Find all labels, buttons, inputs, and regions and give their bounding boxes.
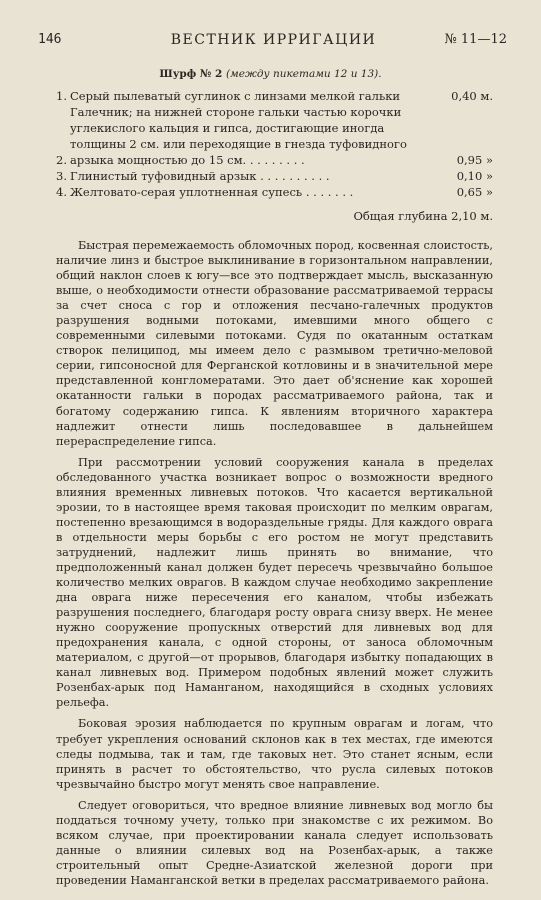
layer-thickness: 0,95 » [456, 153, 493, 167]
layer-thickness: 0,10 » [456, 169, 493, 183]
total-depth: Общая глубина 2,10 м. [353, 209, 493, 223]
journal-title: ВЕСТНИК ИРРИГАЦИИ [170, 32, 377, 48]
layer-number: 4. [56, 185, 67, 199]
layer-number: 2. [56, 153, 67, 167]
layer-description: Галечник; на нижней стороне гальки частью корочки углекислого кальция и гипса, достигающие иногда толщины 2 см. или переходящие в гнезда туфовидного арзыка мощностью до 15 см. . . . . . . . . [70, 105, 407, 167]
soil-layer-list [56, 88, 493, 224]
paragraph: При рассмотрении условий сооружения канала в пределах обследованного участка возникает вопрос о возможности вредного влияния временных ливневых потоков. Что касается вертикальной эрозии, то в настоящее время таковая происходит по мелким оврагам, постепенно врезающимся в водораздельные гряды. Для каждого оврага в отдельности меры борьбы с его ростом не могут представить затруднений, надлежит лишь принять во внимание, что предположенный канал должен будет пересечь чрезвычайно большое количество мелких оврагов. В каждом случае необходимо закрепление дна оврага ниже пересечения его каналом, чтобы избежать разрушения последнего, благодаря росту оврага снизу вверх. Не менее нужно сооружение пропускных отверстий для ливневых вод для предохранения канала, с одной стороны, от заноса обломочным материалом, с другой—от прорывов, благодаря избытку попадающих в канал ливневых вод. Примером подобных явлений может служить Розенбах-арык под Наманганом, находящийся в сходных условиях рельефа. [56, 455, 493, 710]
layer-number: 3. [56, 169, 67, 183]
layer-number: 1. [56, 89, 67, 103]
section-title [0, 68, 541, 80]
soil-layer [56, 88, 493, 104]
layer-thickness: 0,65 » [456, 185, 493, 199]
page-number: 146 [38, 32, 62, 47]
section-title-sub: (между пикетами 12 и 13). [225, 68, 382, 80]
soil-layer [56, 168, 493, 184]
layer-description: Серый пылеватый суглинок с линзами мелкой гальки [70, 89, 401, 103]
body-text [56, 238, 493, 894]
soil-layer [56, 104, 493, 168]
layer-thickness: 0,40 м. [451, 89, 493, 103]
issue-number: № 11—12 [444, 32, 507, 47]
paragraph: Боковая эрозия наблюдается по крупным оврагам и логам, что требует укрепления оснований склонов как в тех местах, где имеются следы подмыва, так и там, где таковых нет. Это станет ясным, если принять в расчет то обстоятельство, что русла силевых потоков чрезвычайно быстро могут менять свое направление. [56, 717, 493, 791]
soil-layer [56, 184, 493, 200]
paragraph: Следует оговориться, что вредное влияние ливневых вод могло бы поддаться точному учету, только при знакомстве с их режимом. Во всяком случае, при проектировании канала следует использовать данные о влиянии силевых вод на Розенбах-арык, а также строительный опыт Средне-Азиатской железной дороги при проведении Наманганской ветки в пределах рассматриваемого района. [56, 798, 493, 887]
running-head [34, 32, 513, 52]
layer-description: Глинистый туфовидный арзык . . . . . . . . . . [70, 169, 330, 183]
section-title-main: Шурф № 2 [159, 68, 223, 80]
layer-description: Желтовато-серая уплотненная супесь . . . . . . . [70, 185, 354, 199]
paragraph: Быстрая перемежаемость обломочных пород, косвенная слоистость, наличие линз и быстрое выклинивание в горизонтальном направлении, общий наклон слоев к югу—все это подтверждает мысль, высказанную выше, о необходимости отнести образование рассматриваемой террасы за счет сноса с гор и отложения песчано-галечных продуктов разрушения водными потоками, имевшими много общего с современными силевыми потоками. Судя по окатанным остаткам створок пелиципод, мы имеем дело с размывом третично-меловой серии, гипсоносной для Ферганской котловины и в значительной мере представленной конгломератами. Это дает об'яснение как хорошей окатанности гальки в породах рассматриваемого района, так и богатому содержанию гипса. К явлениям вторичного характера надлежит отнести лишь последовавшее в дальнейшем перераспределение гипса. [56, 239, 493, 448]
